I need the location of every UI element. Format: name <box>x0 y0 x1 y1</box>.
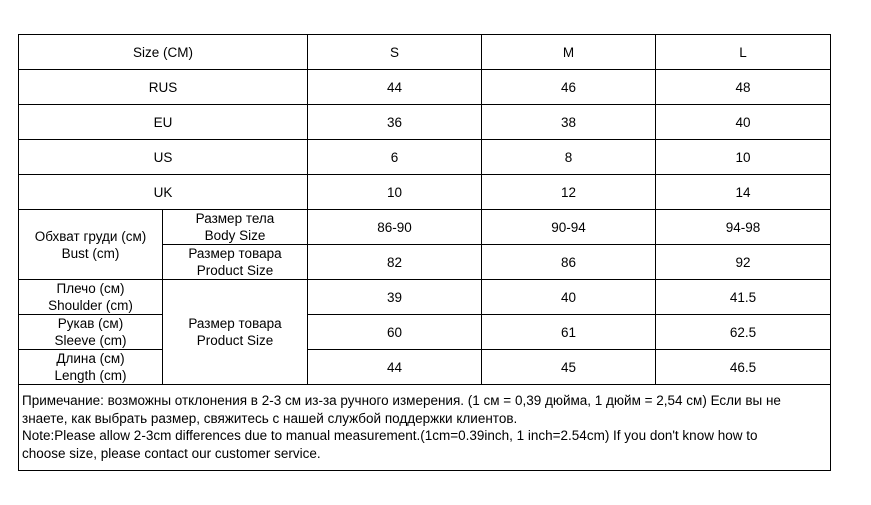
size-m-header: M <box>482 35 656 70</box>
shoulder-label <box>19 280 163 315</box>
shoulder-s: 39 <box>308 280 482 315</box>
shoulder-row <box>19 280 831 315</box>
shoulder-l: 41.5 <box>656 280 831 315</box>
rus-s: 44 <box>308 70 482 105</box>
rus-l: 48 <box>656 70 831 105</box>
bust-body-m: 90-94 <box>482 210 656 245</box>
sleeve-label-ru: Рукав (см) <box>57 316 124 331</box>
header-row <box>19 35 831 70</box>
note-ru-line-1: Примечание: возможны отклонения в 2-3 см из-за ручного измерения. (1 см = 0,39 дюйма, 1 дюйм = 2,54 см) Если вы не <box>22 393 781 408</box>
length-label <box>19 350 163 385</box>
bust-product-s: 82 <box>308 245 482 280</box>
bust-label <box>19 210 163 280</box>
bust-product-size-label-ru: Размер товара <box>188 246 282 261</box>
note-row <box>19 385 831 471</box>
size-chart-table <box>18 34 831 471</box>
header-label: Size (CM) <box>19 35 308 70</box>
us-m: 8 <box>482 140 656 175</box>
bust-body-s: 86-90 <box>308 210 482 245</box>
body-size-label-en: Body Size <box>204 228 266 243</box>
sleeve-m: 61 <box>482 315 656 350</box>
bust-product-size-label <box>163 245 308 280</box>
length-row <box>19 350 831 385</box>
product-size-group-label <box>163 280 308 385</box>
uk-m: 12 <box>482 175 656 210</box>
rus-m: 46 <box>482 70 656 105</box>
bust-label-ru: Обхват груди (см) <box>34 228 147 244</box>
sleeve-s: 60 <box>308 315 482 350</box>
bust-body-row <box>19 210 831 245</box>
size-l-header: L <box>656 35 831 70</box>
bust-label-en: Bust (cm) <box>61 245 120 261</box>
length-label-en: Length (cm) <box>54 368 127 383</box>
length-m: 45 <box>482 350 656 385</box>
product-size-group-en: Product Size <box>196 333 274 348</box>
length-s: 44 <box>308 350 482 385</box>
sleeve-label <box>19 315 163 350</box>
size-s-header: S <box>308 35 482 70</box>
us-l: 10 <box>656 140 831 175</box>
length-l: 46.5 <box>656 350 831 385</box>
uk-label: UK <box>19 175 308 210</box>
sleeve-l: 62.5 <box>656 315 831 350</box>
us-row <box>19 140 831 175</box>
eu-s: 36 <box>308 105 482 140</box>
note-en-line-1: Note:Please allow 2-3cm differences due to manual measurement.(1cm=0.39inch, 1 inch=2.54cm) If you don't know how to <box>22 428 758 443</box>
shoulder-label-en: Shoulder (cm) <box>48 298 133 313</box>
body-size-label <box>163 210 308 245</box>
length-label-ru: Длина (см) <box>56 351 125 366</box>
body-size-label-ru: Размер тела <box>195 211 275 226</box>
shoulder-m: 40 <box>482 280 656 315</box>
rus-label: RUS <box>19 70 308 105</box>
sleeve-label-en: Sleeve (cm) <box>54 333 127 348</box>
uk-s: 10 <box>308 175 482 210</box>
bust-product-size-label-en: Product Size <box>196 263 274 278</box>
eu-row <box>19 105 831 140</box>
eu-l: 40 <box>656 105 831 140</box>
uk-l: 14 <box>656 175 831 210</box>
bust-body-l: 94-98 <box>656 210 831 245</box>
bust-product-m: 86 <box>482 245 656 280</box>
note-ru-line-2: знаете, как выбрать размер, свяжитесь с нашей службой поддержки клиентов. <box>22 410 518 426</box>
eu-m: 38 <box>482 105 656 140</box>
note-cell <box>19 385 831 471</box>
note-en-line-2: choose size, please contact our customer service. <box>22 445 321 461</box>
rus-row <box>19 70 831 105</box>
eu-label: EU <box>19 105 308 140</box>
bust-product-l: 92 <box>656 245 831 280</box>
shoulder-label-ru: Плечо (см) <box>56 281 125 296</box>
us-label: US <box>19 140 308 175</box>
us-s: 6 <box>308 140 482 175</box>
product-size-group-ru: Размер товара <box>188 316 282 331</box>
sleeve-row <box>19 315 831 350</box>
uk-row <box>19 175 831 210</box>
